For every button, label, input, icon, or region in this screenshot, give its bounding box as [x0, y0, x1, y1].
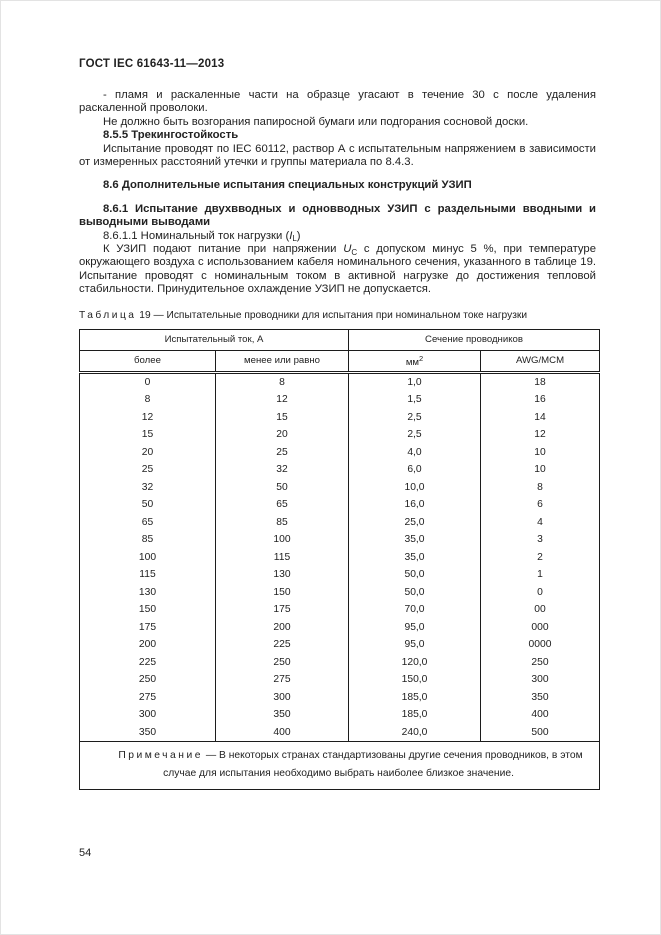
paragraph-load-current [79, 243, 596, 297]
table-cell: 18 [481, 372, 600, 391]
table-caption [79, 310, 596, 322]
table-cell: 20 [216, 426, 349, 444]
table-cell: 200 [216, 619, 349, 637]
table-row [80, 636, 600, 654]
table-cell: 400 [481, 706, 600, 724]
header-group-test-current: Испытательный ток, А [80, 329, 349, 350]
table-cell: 275 [216, 671, 349, 689]
table-cell: 65 [216, 496, 349, 514]
table-cell: 500 [481, 724, 600, 742]
table-cell: 10 [481, 461, 600, 479]
paragraph-no-ignition: Не должно быть возгорания папиросной бумаги или подгорания сосновой доски. [103, 115, 529, 128]
table-cell: 130 [138, 586, 157, 598]
table-cell: 150,0 [349, 671, 481, 689]
table-cell: 50 [141, 499, 154, 511]
table-cell: 16 [481, 391, 600, 409]
doc-header: ГОСТ IEC 61643-11—2013 [79, 58, 225, 70]
table-row [80, 724, 600, 742]
table-cell: 100 [216, 531, 349, 549]
table-cell: 10 [481, 444, 600, 462]
table-cell: 350 [138, 726, 157, 738]
table-cell: 4,0 [349, 444, 481, 462]
table-cell: 32 [216, 461, 349, 479]
table-cell: 2,5 [349, 426, 481, 444]
paragraph-load-part1: К УЗИП подают питание при напряжении [103, 243, 344, 256]
voltage-symbol-subscript: C [351, 247, 358, 257]
table-cell: 300 [138, 709, 157, 721]
table-row [80, 584, 600, 602]
table-row [80, 566, 600, 584]
table-cell: 130 [216, 566, 349, 584]
paragraph-8-6-1-1-suffix: ) [296, 229, 301, 242]
paragraph-tracking-test: Испытание проводят по IEC 60112, раствор А с испытательным напряжением в зависимости от измеренных расстояний утечки и группы материала по 8.4.3. [79, 142, 596, 169]
table-cell: 175 [138, 621, 157, 633]
table-header-columns [80, 350, 600, 372]
table-cell: 2 [481, 549, 600, 567]
table-cell: 25,0 [349, 514, 481, 532]
column-header-mm2: $мм^2$ [349, 350, 481, 372]
table-cell: 6 [481, 496, 600, 514]
table-cell: 65 [141, 516, 154, 528]
table-cell: 250 [481, 654, 600, 672]
table-cell: 350 [216, 706, 349, 724]
table-cell: 32 [141, 481, 154, 493]
table-cell: 150 [216, 584, 349, 602]
table-row [80, 706, 600, 724]
table-cell: 225 [138, 656, 157, 668]
table-cell: 1 [481, 566, 600, 584]
current-symbol: I [289, 229, 293, 242]
note-text: В некоторых странах стандартизованы другие сечения проводников, в этом случае для испытания необходимо выбрать наиболее близкое значение. [163, 750, 583, 779]
table-cell: 50,0 [349, 584, 481, 602]
table-cell: 115 [139, 569, 156, 581]
table-cell: 50,0 [349, 566, 481, 584]
table-cell: 400 [216, 724, 349, 742]
table-cell: 185,0 [349, 706, 481, 724]
column-header-more-than: более [80, 350, 216, 372]
table-cell: 35,0 [349, 531, 481, 549]
table-cell: 115 [216, 549, 349, 567]
note-label: Примечание [118, 750, 203, 762]
voltage-symbol: U [343, 243, 352, 256]
table-row [80, 426, 600, 444]
paragraph-load-part2: с допуском минус 5 %, при температуре окружающего воздуха с использованием кабеля номинального сечения, указанного в таблице 19. Испытание проводят с номинальным током в активной нагрузке до достижения тепловой стабильности. Принудительное охлаждение УЗИП не допускается. [79, 243, 596, 296]
column-header-less-equal: менее или равно [216, 350, 349, 372]
test-conductor-table [79, 329, 600, 791]
paragraph-8-6-1-1 [79, 230, 596, 243]
table-header-groups [80, 329, 600, 350]
table-row [80, 496, 600, 514]
table-row [80, 372, 600, 391]
table-cell: 12 [141, 411, 154, 423]
table-cell: 35,0 [349, 549, 481, 567]
table-cell: 25 [141, 464, 154, 476]
table-row [80, 671, 600, 689]
table-cell: 200 [138, 639, 157, 651]
table-caption-dash: — [153, 309, 164, 321]
table-cell: 85 [216, 514, 349, 532]
table-cell: 70,0 [349, 601, 481, 619]
table-cell: 12 [216, 391, 349, 409]
table-caption-text: Испытательные проводники для испытания при номинальном токе нагрузки [166, 309, 528, 321]
heading-8-6-1: 8.6.1 Испытание двухвводных и одновводных УЗИП с раздельными вводными и выводными выводами [79, 202, 596, 229]
table-cell: 0 [144, 376, 151, 388]
table-row [80, 444, 600, 462]
table-cell: 3 [481, 531, 600, 549]
table-row [80, 391, 600, 409]
table-cell: 185,0 [349, 689, 481, 707]
table-cell: 14 [481, 409, 600, 427]
table-cell: 10,0 [349, 479, 481, 497]
table-cell: 95,0 [349, 636, 481, 654]
heading-8-6: 8.6 Дополнительные испытания специальных конструкций УЗИП [103, 179, 472, 192]
table-body [80, 372, 600, 742]
table-row [80, 689, 600, 707]
table-cell: 275 [138, 691, 157, 703]
table-cell: 85 [141, 534, 154, 546]
table-cell: 000 [481, 619, 600, 637]
current-symbol-subscript: L [292, 234, 297, 244]
table-cell: 20 [141, 446, 154, 458]
note-dash: — [205, 750, 217, 762]
table-cell: 16,0 [349, 496, 481, 514]
table-cell: 12 [481, 426, 600, 444]
table-cell: 00 [481, 601, 600, 619]
table-cell: 300 [216, 689, 349, 707]
table-cell: 175 [216, 601, 349, 619]
table-cell: 8 [481, 479, 600, 497]
table-row [80, 619, 600, 637]
table-cell: 150 [138, 604, 157, 616]
table-row [80, 654, 600, 672]
heading-8-5-5: 8.5.5 Трекингостойкость [103, 129, 239, 142]
table-caption-number: 19 [139, 309, 151, 321]
mm2-superscript: 2 [419, 353, 424, 363]
column-header-awg-mcm: AWG/MCM [481, 350, 600, 372]
table-cell: 350 [481, 689, 600, 707]
table-cell: 250 [216, 654, 349, 672]
table-note [80, 742, 600, 790]
table-cell: 0 [481, 584, 600, 602]
table-cell: 240,0 [349, 724, 481, 742]
table-cell: 4 [481, 514, 600, 532]
table-row [80, 549, 600, 567]
table-cell: 2,5 [349, 409, 481, 427]
table-cell: 0000 [481, 636, 600, 654]
table-cell: 8 [144, 394, 151, 406]
paragraph-flame-extinguish: - пламя и раскаленные части на образце угасают в течение 30 с после удаления раскаленной проволоки. [79, 89, 596, 115]
table-cell: 120,0 [349, 654, 481, 672]
table-row [80, 479, 600, 497]
page-number: 54 [79, 847, 92, 859]
table-row [80, 514, 600, 532]
header-group-cross-section: Сечение проводников [349, 329, 600, 350]
table-cell: 300 [481, 671, 600, 689]
table-cell: 15 [216, 409, 349, 427]
content-area [79, 89, 596, 790]
table-row [80, 461, 600, 479]
table-cell: 50 [216, 479, 349, 497]
table-cell: 225 [216, 636, 349, 654]
table-cell: 15 [141, 429, 154, 441]
table-cell: 8 [216, 372, 349, 391]
table-row [80, 409, 600, 427]
table-cell: 95,0 [349, 619, 481, 637]
table-caption-label: Таблица [79, 309, 137, 321]
table-cell: 1,5 [349, 391, 481, 409]
table-cell: 6,0 [349, 461, 481, 479]
table-cell: 100 [138, 551, 157, 563]
table-cell: 25 [216, 444, 349, 462]
table-cell: 1,0 [349, 372, 481, 391]
table-note-row [80, 742, 600, 790]
table-row [80, 601, 600, 619]
table-cell: 250 [138, 674, 157, 686]
paragraph-8-6-1-1-text: 8.6.1.1 Номинальный ток нагрузки ( [103, 229, 290, 242]
table-row [80, 531, 600, 549]
